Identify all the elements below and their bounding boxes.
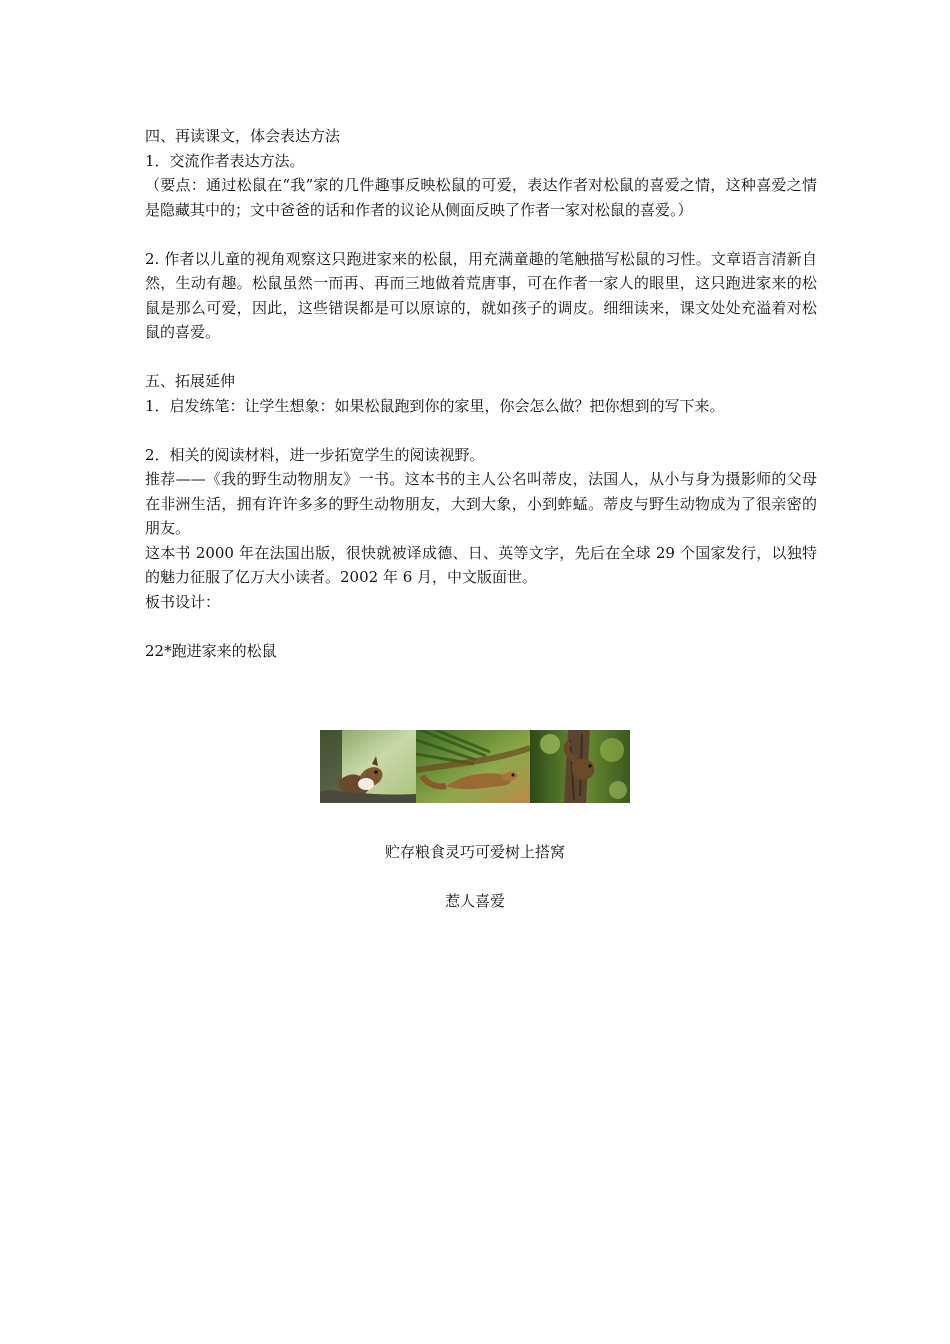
section5-item1: 1．启发练笔：让学生想象：如果松鼠跑到你的家里，你会怎么做？把你想到的写下来。 bbox=[145, 396, 725, 415]
squirrel-photo-strip bbox=[320, 730, 630, 803]
squirrel-photo-1 bbox=[320, 730, 416, 803]
section5-item2: 2．相关的阅读材料，进一步拓宽学生的阅读视野。 bbox=[145, 445, 485, 464]
section5-publish: 这本书 2000 年在法国出版，很快就被译成德、日、英等文字，先后在全球 29 个国家发行，以独特的魅力征服了亿万大小读者。2002 年 6 月，中文版面世。 bbox=[145, 543, 817, 586]
section4-heading: 四、再读课文，体会表达方法 bbox=[145, 127, 341, 145]
section4-note: （要点：通过松鼠在“我”家的几件趣事反映松鼠的可爱，表达作者对松鼠的喜爱之情，这种喜爱之情是隐藏其中的；文中爸爸的话和作者的议论从侧面反映了作者一家对松鼠的喜爱。） bbox=[145, 176, 817, 219]
section5-recommend: 推荐——《我的野生动物朋友》一书。这本书的主人公名叫蒂皮，法国人，从小与身为摄影师的父母在非洲生活，拥有许许多多的野生动物朋友，大到大象，小到蚱蜢。蒂皮与野生动物成为了很亲密的朋友。 bbox=[145, 470, 817, 537]
board-label: 板书设计： bbox=[145, 592, 221, 611]
section5-heading: 五、拓展延伸 bbox=[145, 372, 236, 390]
blank-line bbox=[145, 345, 817, 370]
squirrel-photo-3 bbox=[530, 730, 630, 803]
blank-line bbox=[145, 418, 817, 443]
document-body bbox=[145, 124, 817, 663]
blank-line bbox=[145, 614, 817, 639]
section4-item1: 1．交流作者表达方法。 bbox=[145, 151, 305, 170]
section4-item2: 2. 作者以儿童的视角观察这只跑进家来的松鼠，用充满童趣的笔触描写松鼠的习性。文章语言清新自然，生动有趣。松鼠虽然一而再、再而三地做着荒唐事，可在作者一家人的眼里，这只跑进家来的松鼠是那么可爱，因此，这些错误都是可以原谅的，就如孩子的调皮。细细读来，课文处处充溢着对松鼠的喜爱。 bbox=[145, 249, 817, 341]
blank-line bbox=[145, 222, 817, 247]
board-line-1: 贮存粮食灵巧可爱树上搭窝 bbox=[384, 843, 565, 861]
board-line-2: 惹人喜爱 bbox=[444, 892, 505, 910]
board-title: 22*跑进家来的松鼠 bbox=[145, 641, 277, 660]
squirrel-photo-2 bbox=[416, 730, 530, 803]
